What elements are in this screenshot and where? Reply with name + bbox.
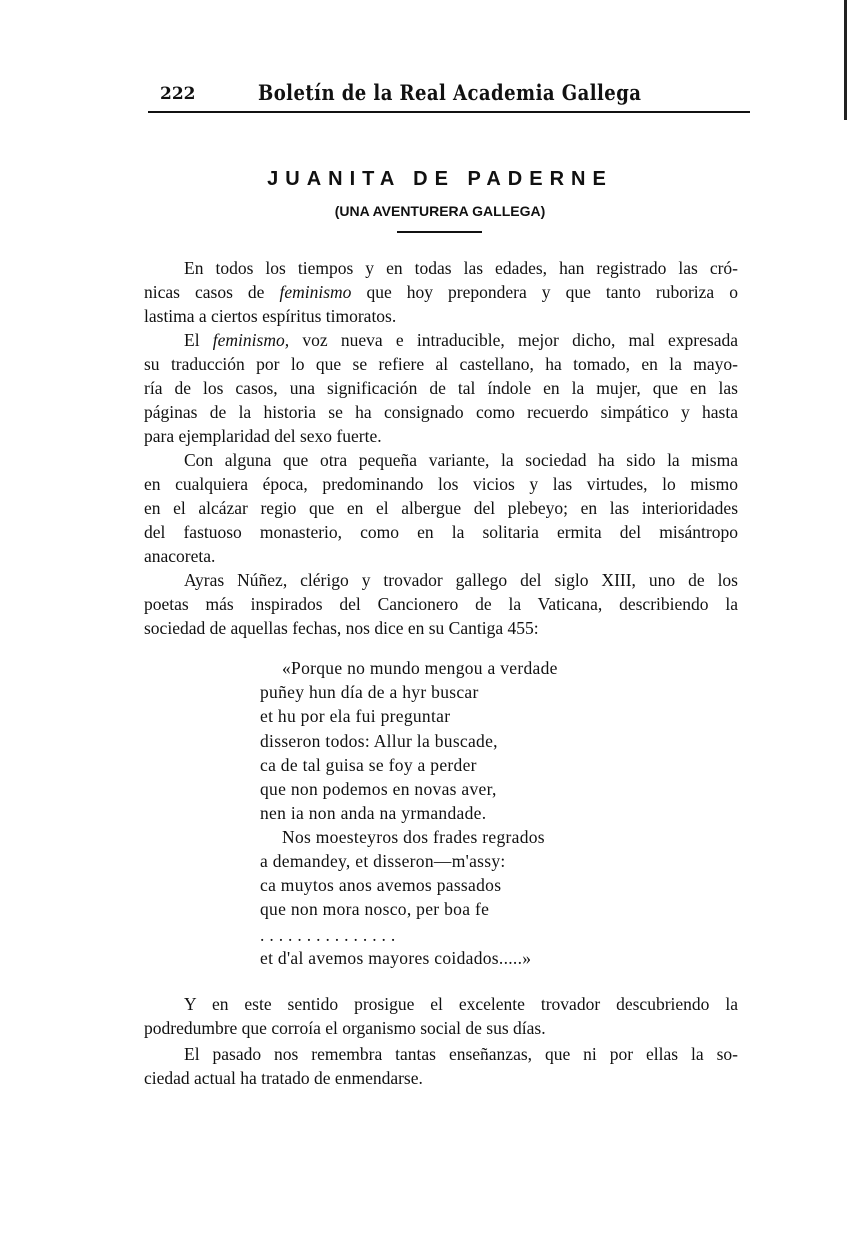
- text-segment: En todos los tiempos y en todas las edades, han registrado las cró-: [184, 258, 738, 278]
- text-line: [144, 1017, 738, 1039]
- text-segment: en el alcázar regio que en el albergue del plebeyo; en las interioridades: [144, 498, 738, 518]
- text-line: [144, 993, 738, 1015]
- running-title: Boletín de la Real Academia Gallega: [258, 80, 642, 105]
- verse-line: puñey hun día de a hyr buscar: [260, 682, 479, 702]
- text-line: [144, 353, 738, 375]
- italic-term: feminismo,: [212, 330, 290, 350]
- text-line: [144, 617, 738, 639]
- text-segment: Y en este sentido prosigue el excelente trovador descubriendo la: [184, 994, 738, 1014]
- text-segment: podredumbre que corroía el organismo social de sus días.: [144, 1018, 546, 1038]
- italic-term: feminismo: [279, 282, 352, 302]
- text-segment: anacoreta.: [144, 546, 216, 566]
- header-rule: [148, 111, 750, 113]
- text-line: [144, 281, 738, 303]
- verse-ellipsis: . . . . . . . . . . . . . . .: [260, 925, 396, 945]
- text-segment: para ejemplaridad del sexo fuerte.: [144, 426, 382, 446]
- text-line: [144, 593, 738, 615]
- text-segment: su traducción por lo que se refiere al castellano, ha tomado, en la mayo-: [144, 354, 738, 374]
- verse-line: que non mora nosco, per boa fe: [260, 899, 490, 919]
- text-line: [144, 1043, 738, 1065]
- verse-line: «Porque no mundo mengou a verdade: [282, 658, 558, 678]
- verse-line: et hu por ela fui preguntar: [260, 706, 451, 726]
- text-line: [144, 425, 738, 447]
- text-segment: voz nueva e intraducible, mejor dicho, mal expresada: [289, 330, 738, 350]
- text-segment: El: [184, 330, 213, 350]
- text-segment: nicas casos de: [144, 282, 280, 302]
- text-segment: del fastuoso monasterio, como en la solitaria ermita del misántropo: [144, 522, 738, 542]
- text-line: [144, 497, 738, 519]
- text-segment: páginas de la historia se ha consignado como recuerdo simpático y hasta: [144, 402, 738, 422]
- text-line: [144, 449, 738, 471]
- text-segment: lastima a ciertos espíritus timoratos.: [144, 306, 397, 326]
- text-line: [144, 257, 738, 279]
- title-divider: [397, 231, 482, 233]
- verse-line: et d'al avemos mayores coidados.....»: [260, 948, 532, 968]
- text-line: [144, 329, 738, 351]
- article-subtitle: (UNA AVENTURERA GALLEGA): [334, 203, 546, 219]
- verse-line: disseron todos: Allur la buscade,: [260, 731, 498, 751]
- verse-line: ca de tal guisa se foy a perder: [260, 755, 477, 775]
- text-line: [144, 521, 738, 543]
- verse-line: nen ia non anda na yrmandade.: [260, 803, 487, 823]
- text-segment: Con alguna que otra pequeña variante, la sociedad ha sido la misma: [184, 450, 738, 470]
- verse-line: Nos moesteyros dos frades regrados: [282, 827, 545, 847]
- text-segment: poetas más inspirados del Cancionero de la Vaticana, describiendo la: [144, 594, 738, 614]
- text-line: [144, 545, 738, 567]
- text-line: [144, 377, 738, 399]
- text-line: [144, 569, 738, 591]
- text-segment: sociedad de aquellas fechas, nos dice en su Cantiga 455:: [144, 618, 539, 638]
- text-line: [144, 1067, 738, 1089]
- verse-line: a demandey, et disseron—m'assy:: [260, 851, 506, 871]
- text-line: [144, 473, 738, 495]
- text-segment: ría de los casos, una significación de tal índole en la mujer, que en las: [144, 378, 738, 398]
- text-line: [144, 401, 738, 423]
- text-segment: ciedad actual ha tratado de enmendarse.: [144, 1068, 423, 1088]
- text-segment: que hoy prepondera y que tanto ruboriza o: [351, 282, 738, 302]
- verse-line: ca muytos anos avemos passados: [260, 875, 502, 895]
- page-edge-scan-mark: [844, 0, 847, 120]
- text-segment: en cualquiera época, predominando los vicios y las virtudes, lo mismo: [144, 474, 738, 494]
- text-segment: El pasado nos remembra tantas enseñanzas, que ni por ellas la so-: [184, 1044, 738, 1064]
- page-number: 222: [160, 84, 196, 104]
- article-title: JUANITA DE PADERNE: [267, 168, 613, 190]
- text-segment: Ayras Núñez, clérigo y trovador gallego del siglo XIII, uno de los: [184, 570, 738, 590]
- verse-line: que non podemos en novas aver,: [260, 779, 497, 799]
- text-line: [144, 305, 738, 327]
